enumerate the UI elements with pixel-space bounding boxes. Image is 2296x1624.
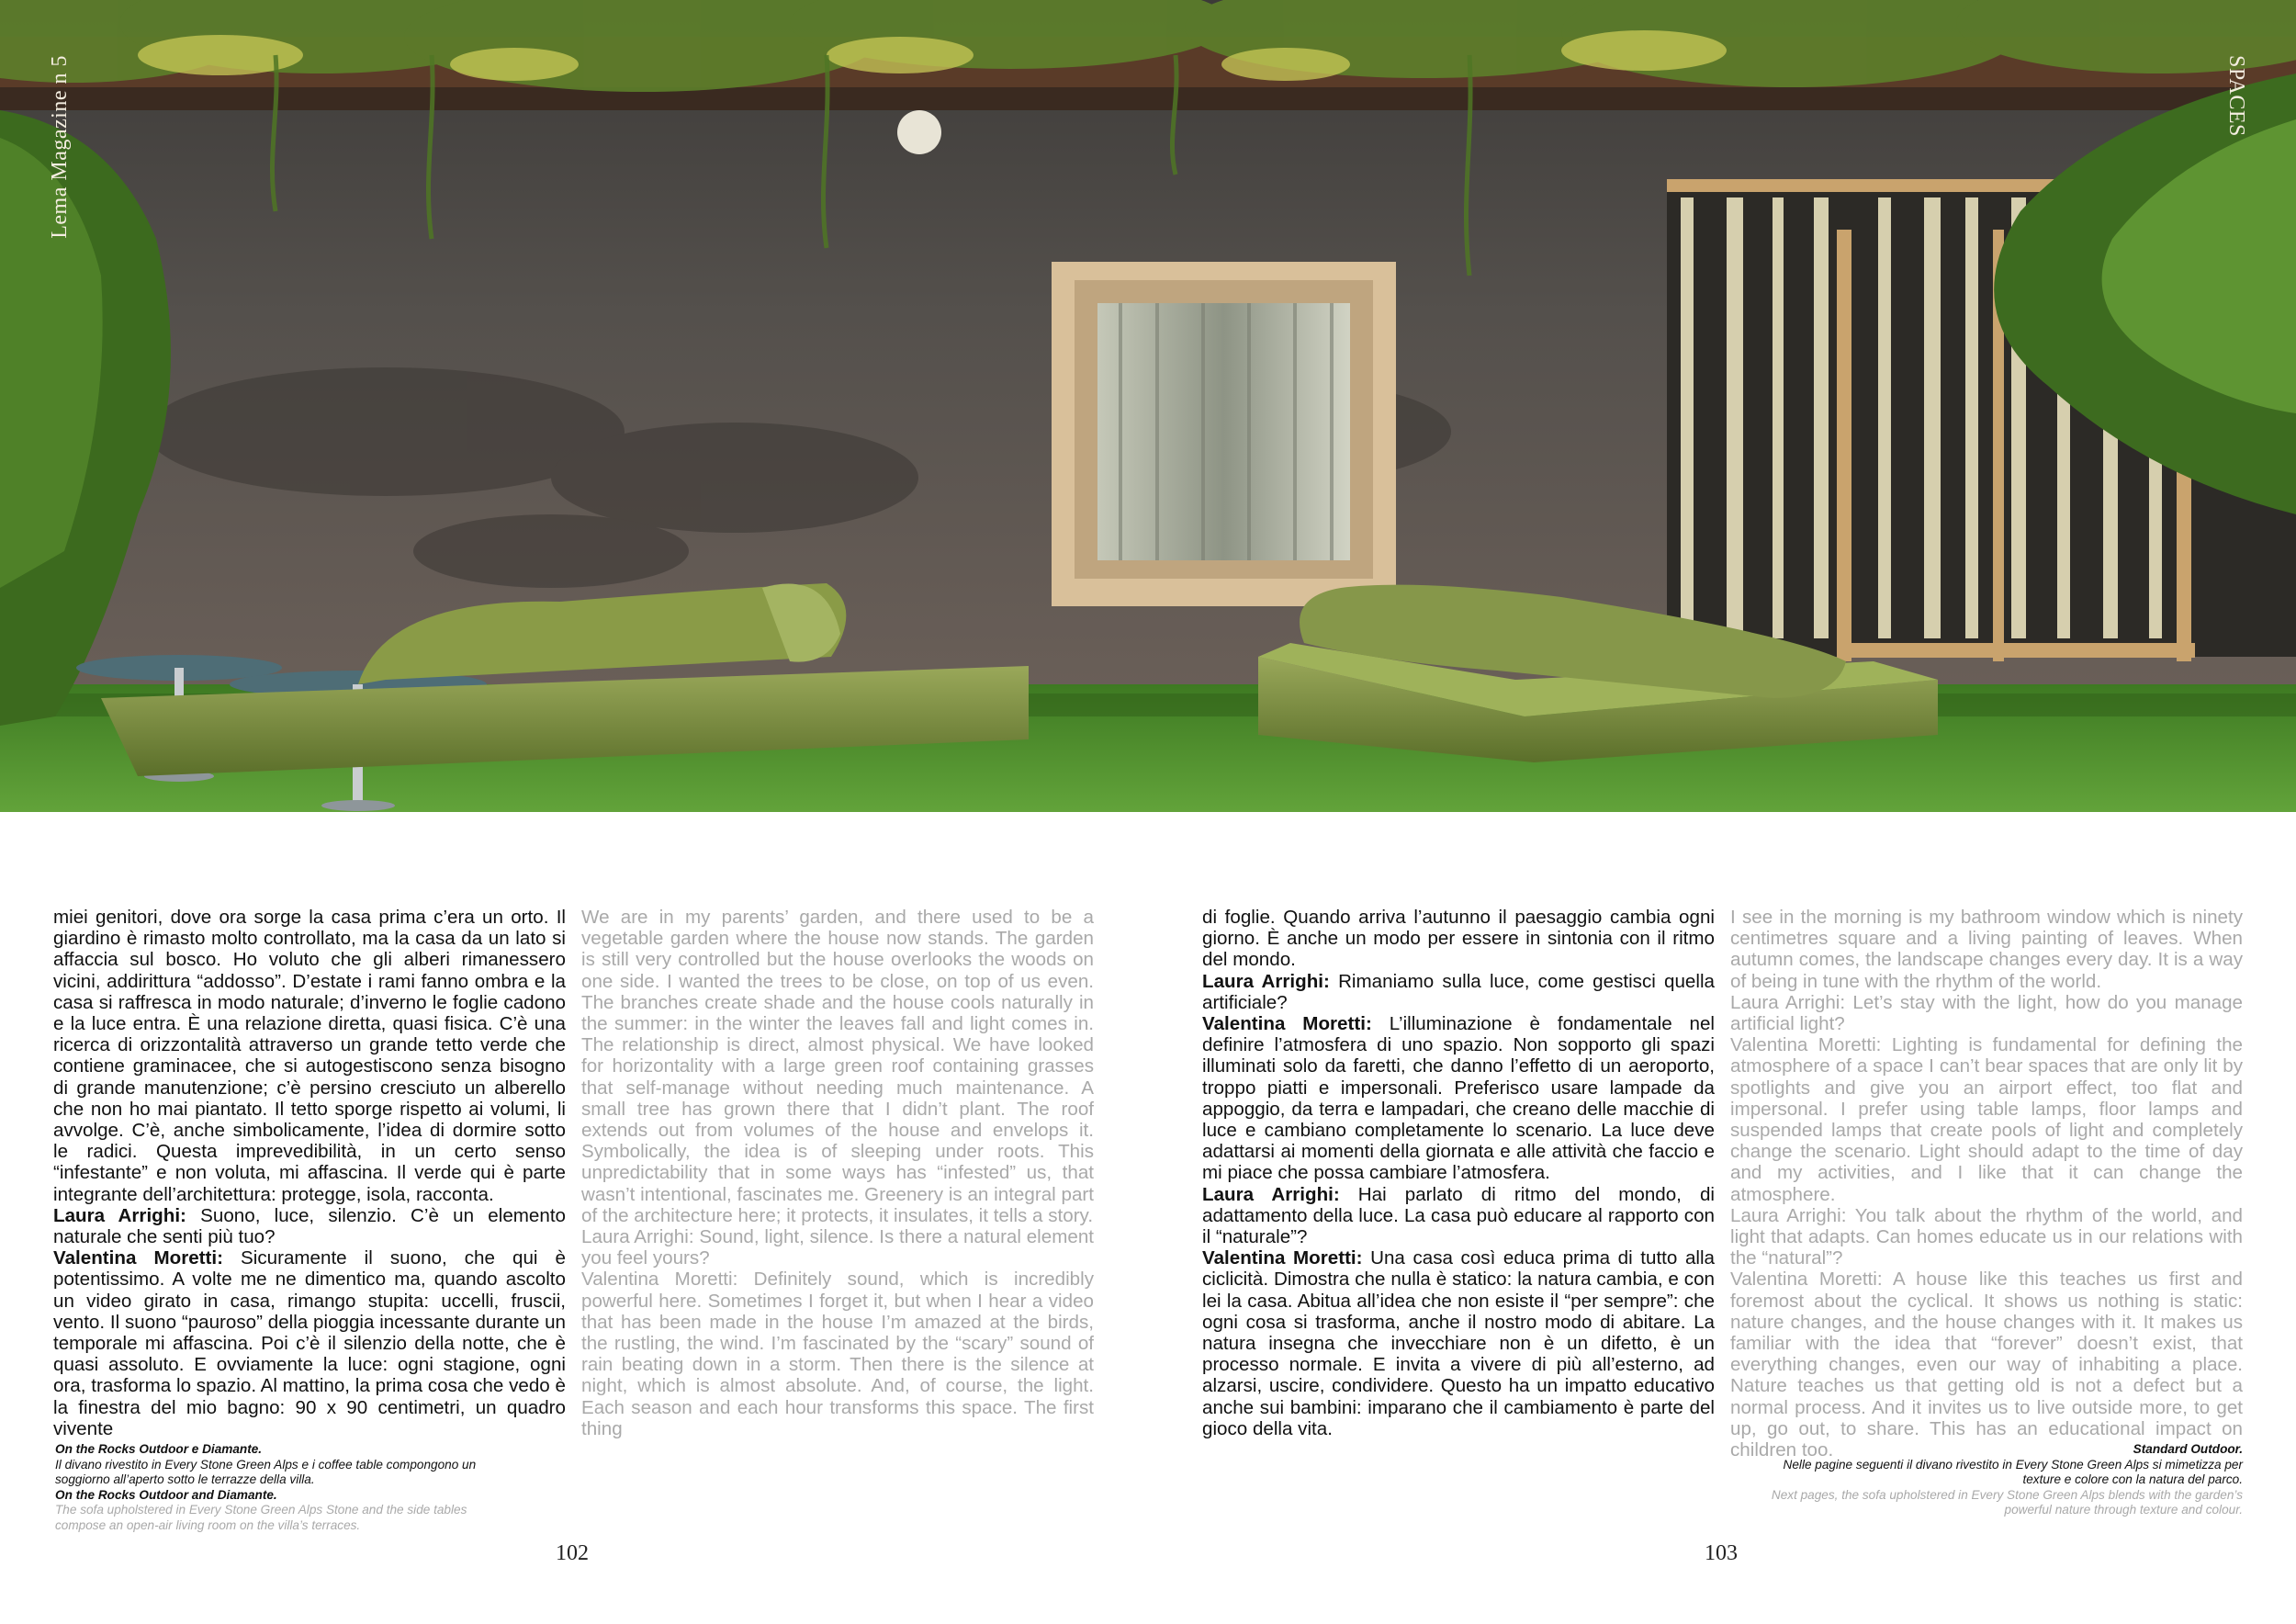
section-running-head: SPACES	[2224, 55, 2248, 137]
caption-text: Il divano rivestito in Every Stone Green Alps e i coffee table compongono un soggiorno all’aperto sotto le terrazze della villa.	[55, 1457, 477, 1486]
caption-text: Next pages, the sofa upholstered in Every Stone Green Alps blends with the garden’s powerful nature through texture and colour.	[1771, 1487, 2243, 1517]
speaker-name: Laura Arrighi:	[1202, 1183, 1340, 1205]
paragraph: A house like this teaches us first and foremost about the cyclical. It shows us nothing is static: nature changes, and the house changes with it. It makes us familiar with the idea that “forever” doesn’t exist, that everything changes, even our way of inhabiting a place. Nature teaches us that getting old is not a defect but a normal process. And it invites us to live outside more, to get up, go out, to share. This has an educational impact on children too.	[1730, 1269, 2243, 1461]
italian-column-right	[1202, 907, 1715, 1439]
photo-caption-left	[55, 1442, 478, 1533]
paragraph: I see in the morning is my bathroom window which is ninety centimetres square and a living painting of leaves. When autumn comes, the landscape changes every day. It is a way of being in tune with the rhythm of the world.	[1730, 907, 2243, 992]
speaker-name: Valentina Moretti:	[1202, 1247, 1363, 1269]
paragraph: Let’s stay with the light, how do you manage artificial light?	[1730, 991, 2243, 1035]
magazine-running-head: Lema Magazine n 5	[48, 55, 72, 239]
paragraph: miei genitori, dove ora sorge la casa prima c’era un orto. Il giardino è rimasto molto controllato, ma la casa da un lato si affaccia sul bosco. Ho voluto che gli alberi rimanessero vicini, addirittura “addosso”. D’estate i rami fanno ombra e la casa si raffresca in modo naturale; d’inverno le foglie cadono e la luce entra. È una relazione diretta, quasi fisica. C’è una ricerca di orizzontalità attraverso un grande tetto verde che contiene graminacee, che si autogestiscono senza bisogno di grande manutenzione; c’è persino cresciuto un alberello che non ho mai piantato. Il tetto sporge rispetto ai volumi, li avvolge. C’è, anche simbolicamente, l’idea di dormire sotto le radici. Questa imprevedibilità, in un certo senso “infestante” e non voluta, mi affascina. Il verde qui è parte integrante dell’architettura: protegge, isola, racconta.	[53, 907, 566, 1205]
paragraph: Rimaniamo sulla luce, come gestisci quella artificiale?	[1202, 970, 1715, 1013]
caption-text: Nelle pagine seguenti il divano rivestito in Every Stone Green Alps si mimetizza per texture e colore con la natura del parco.	[1783, 1457, 2243, 1486]
english-column-left	[581, 907, 1094, 1439]
speaker-name: Laura Arrighi:	[581, 1226, 694, 1248]
caption-title: On the Rocks Outdoor and Diamante.	[55, 1487, 277, 1502]
photo-caption-right	[1765, 1442, 2243, 1518]
paragraph: Sound, light, silence. Is there a natural element you feel yours?	[581, 1226, 1094, 1269]
caption-title: On the Rocks Outdoor e Diamante.	[55, 1442, 263, 1456]
paragraph: You talk about the rhythm of the world, and light that adapts. Can homes educate us in our relations with the “natural”?	[1730, 1204, 2243, 1269]
speaker-name: Laura Arrighi:	[1730, 1204, 1847, 1226]
paragraph: Sicuramente il suono, che qui è potentissimo. A volte me ne dimentico ma, quando ascolto un video girato in casa, rimango stupita: uccelli, fruscii, vento. Il suono “pauroso” della pioggia incessante durante un temporale mi affascina. Poi c’è il silenzio della notte, che è quasi assoluto. E ovviamente la luce: ogni stagione, ogni ora, trasforma lo spazio. Al mattino, la prima cosa che vedo è la finestra del mio bagno: 90 x 90 centimetri, un quadro vivente	[53, 1247, 566, 1439]
english-column-right	[1730, 907, 2243, 1460]
speaker-name: Laura Arrighi:	[1730, 991, 1846, 1013]
speaker-name: Valentina Moretti:	[1202, 1013, 1372, 1035]
italian-column-left	[53, 907, 566, 1439]
speaker-name: Valentina Moretti:	[581, 1269, 738, 1291]
paragraph: Definitely sound, which is incredibly powerful here. Sometimes I forget it, but when I hear a video that has been made in the house I’m amazed at the birds, the rustling, the wind. I’m fascinated by the “scary” sound of rain beating down in a storm. Then there is the silence at night, which is almost absolute. And, of course, the light. Each season and each hour transforms this space. The first thing	[581, 1269, 1094, 1439]
paragraph: Lighting is fundamental for defining the atmosphere of a space I can’t bear spaces that are only lit by spotlights and give you an airport effect, too flat and impersonal. I prefer using table lamps, floor lamps and suspended lamps that create pools of light and completely change the scenario. Light should adapt to the time of day and my activities, and I like that it can change the atmosphere.	[1730, 1034, 2243, 1205]
paragraph: L’illuminazione è fondamentale nel definire l’atmosfera di uno spazio. Non sopporto gli spazi illuminati solo da faretti, che danno l’effetto di un aeroporto, troppo piatti e impersonali. Preferisco usare lampade da appoggio, da terra e lampadari, che creano delle macchie di luce e cambiano completamente lo scenario. La luce deve adattarsi ai momenti della giornata e alle attività che faccio e mi piace che possa cambiare l’atmosfera.	[1202, 1013, 1716, 1184]
page-number: 102	[556, 1541, 589, 1565]
paragraph: di foglie. Quando arriva l’autunno il paesaggio cambia ogni giorno. È anche un modo per essere in sintonia con il ritmo del mondo.	[1202, 907, 1715, 971]
paragraph: Hai parlato di ritmo del mondo, di adattamento della luce. La casa può educare al rapporto con il “naturale”?	[1202, 1183, 1715, 1248]
speaker-name: Valentina Moretti:	[53, 1247, 223, 1269]
paragraph: We are in my parents’ garden, and there used to be a vegetable garden where the house now stands. The garden is still very controlled but the house overlooks the woods on one side. I wanted the trees to be close, on top of us even. The branches create shade and the house cools naturally in the summer: in the winter the leaves fall and light comes in. The relationship is direct, almost physical. We have looked for horizontality with a large green roof containing grasses that self-manage without needing much maintenance. A small tree has grown there that I didn’t plant. The roof extends out from volumes of the house and envelops it. Symbolically, the idea is of sleeping under roots. This unpredictability that in some ways has “infested” us, that wasn’t intentional, fascinates me. Greenery is an integral part of the architecture here; it protects, it insulates, it tells a story.	[581, 907, 1094, 1226]
caption-text: The sofa upholstered in Every Stone Green Alps Stone and the side tables compose an open-air living room on the villa’s terraces.	[55, 1503, 467, 1532]
speaker-name: Valentina Moretti:	[1730, 1269, 1883, 1291]
speaker-name: Laura Arrighi:	[53, 1204, 186, 1226]
paragraph: Una casa così educa prima di tutto alla ciclicità. Dimostra che nulla è statico: la natura cambia, e con lei la casa. Abitua all’idea che non esiste il “per sempre”: che ogni cosa si trasforma, anche il nostro modo di abitare. La natura insegna che invecchiare non è un difetto, è un processo normale. E invita a vivere di più all’esterno, ad alzarsi, uscire, condividere. Questo ha un impatto educativo anche sui bambini: imparano che il cambiamento è parte del gioco della vita.	[1202, 1247, 1716, 1439]
speaker-name: Valentina Moretti:	[1730, 1034, 1882, 1056]
page-number: 103	[1705, 1541, 1738, 1565]
paragraph: Suono, luce, silenzio. C’è un elemento naturale che senti più tuo?	[53, 1204, 567, 1248]
speaker-name: Laura Arrighi:	[1202, 970, 1330, 992]
caption-title: Standard Outdoor.	[2133, 1442, 2243, 1456]
